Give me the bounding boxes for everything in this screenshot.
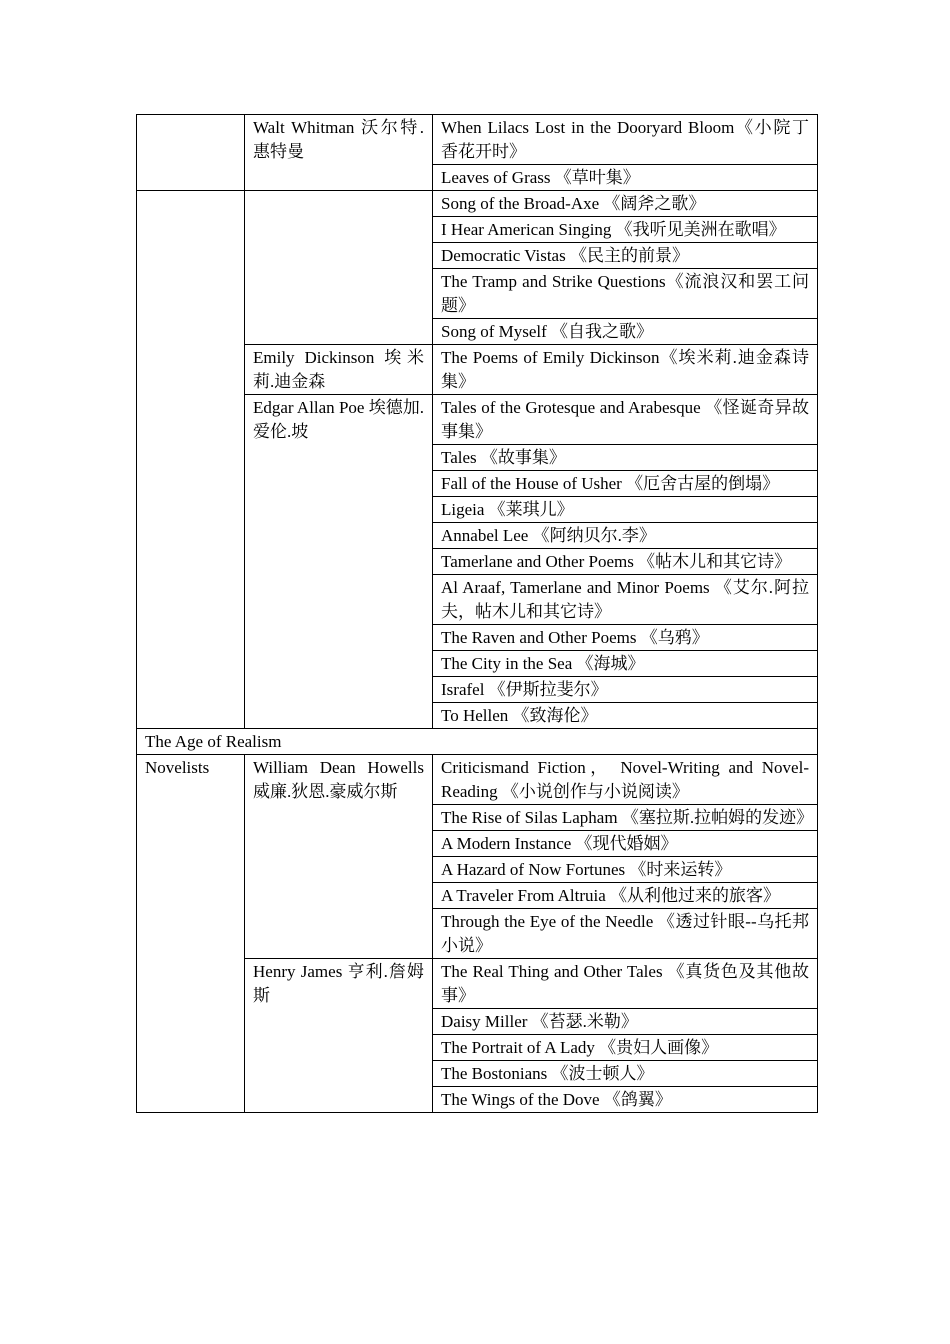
work-cell: Annabel Lee 《阿纳贝尔.李》 (433, 523, 818, 549)
work-cell: Democratic Vistas 《民主的前景》 (433, 243, 818, 269)
work-cell: Criticismand Fiction， Novel-Writing and Novel-Reading 《小说创作与小说阅读》 (433, 755, 818, 805)
work-cell: Israfel 《伊斯拉斐尔》 (433, 677, 818, 703)
work-cell: The Bostonians 《波士顿人》 (433, 1061, 818, 1087)
work-cell: A Modern Instance 《现代婚姻》 (433, 831, 818, 857)
author-cell: William Dean Howells 威廉.狄恩.豪威尔斯 (245, 755, 433, 959)
work-cell: Leaves of Grass 《草叶集》 (433, 165, 818, 191)
work-cell: The Poems of Emily Dickinson《埃米莉.迪金森诗集》 (433, 345, 818, 395)
category-cell (137, 191, 245, 729)
category-cell: Novelists (137, 755, 245, 1113)
table-row (137, 191, 818, 217)
literature-table (136, 114, 818, 1113)
work-cell: A Hazard of Now Fortunes 《时来运转》 (433, 857, 818, 883)
work-cell: Tales of the Grotesque and Arabesque 《怪诞奇异故事集》 (433, 395, 818, 445)
literature-table-body (137, 115, 818, 1113)
category-cell (137, 115, 245, 191)
work-cell: Daisy Miller 《苔瑟.米勒》 (433, 1009, 818, 1035)
author-cell: Henry James 亨利.詹姆斯 (245, 959, 433, 1113)
work-cell: The Wings of the Dove 《鸽翼》 (433, 1087, 818, 1113)
work-cell: To Hellen 《致海伦》 (433, 703, 818, 729)
work-cell: Fall of the House of Usher 《厄舍古屋的倒塌》 (433, 471, 818, 497)
work-cell: Al Araaf, Tamerlane and Minor Poems 《艾尔.阿拉夫，帖木儿和其它诗》 (433, 575, 818, 625)
table-row (137, 115, 818, 165)
work-cell: The City in the Sea 《海城》 (433, 651, 818, 677)
work-cell: Ligeia 《莱琪儿》 (433, 497, 818, 523)
work-cell: When Lilacs Lost in the Dooryard Bloom《小院丁香花开时》 (433, 115, 818, 165)
work-cell: I Hear American Singing 《我听见美洲在歌唱》 (433, 217, 818, 243)
work-cell: Through the Eye of the Needle 《透过针眼--乌托邦小说》 (433, 909, 818, 959)
work-cell: Tamerlane and Other Poems 《帖木儿和其它诗》 (433, 549, 818, 575)
section-heading-row (137, 729, 818, 755)
work-cell: Song of the Broad-Axe 《阔斧之歌》 (433, 191, 818, 217)
work-cell: Song of Myself 《自我之歌》 (433, 319, 818, 345)
author-cell: Edgar Allan Poe 埃德加.爱伦.坡 (245, 395, 433, 729)
author-cell: Walt Whitman 沃尔特.惠特曼 (245, 115, 433, 191)
table-row (137, 755, 818, 805)
work-cell: The Rise of Silas Lapham 《塞拉斯.拉帕姆的发迹》 (433, 805, 818, 831)
author-cell (245, 191, 433, 345)
work-cell: Tales 《故事集》 (433, 445, 818, 471)
author-cell: Emily Dickinson 埃米莉.迪金森 (245, 345, 433, 395)
work-cell: A Traveler From Altruia 《从利他过来的旅客》 (433, 883, 818, 909)
work-cell: The Tramp and Strike Questions《流浪汉和罢工问题》 (433, 269, 818, 319)
work-cell: The Raven and Other Poems 《乌鸦》 (433, 625, 818, 651)
work-cell: The Real Thing and Other Tales 《真货色及其他故事》 (433, 959, 818, 1009)
work-cell: The Portrait of A Lady 《贵妇人画像》 (433, 1035, 818, 1061)
section-heading: The Age of Realism (137, 729, 818, 755)
